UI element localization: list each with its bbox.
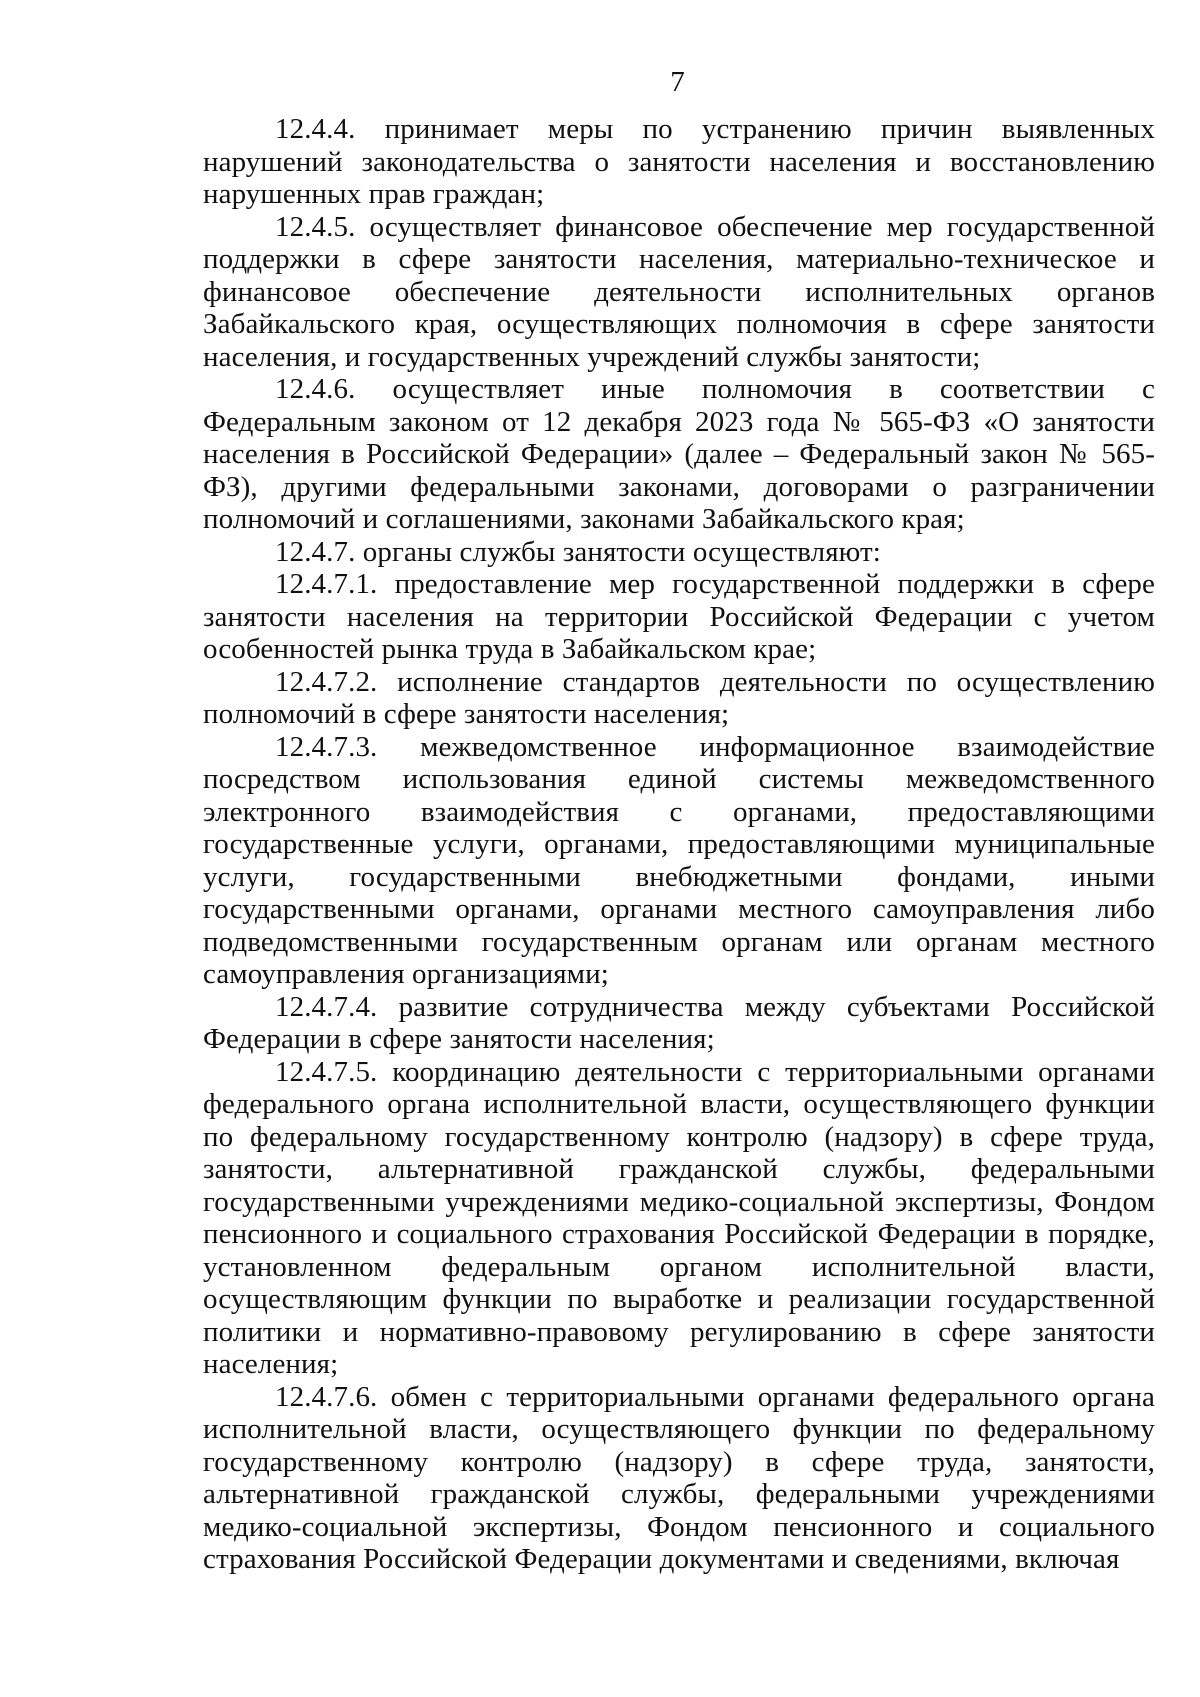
paragraph-12-4-5: 12.4.5. осуществляет финансовое обеспечение мер государственной поддержки в сфере занятости населения, материально-техническое и финансовое обеспечение деятельности исполнительных органов Забайкальского края, осуществляющих полномочия в сфере занятости населения, и государственных учреждений службы занятости; [203, 210, 1155, 373]
paragraph-12-4-7-2: 12.4.7.2. исполнение стандартов деятельности по осуществлению полномочий в сфере занятости населения; [203, 665, 1155, 730]
paragraph-12-4-7: 12.4.7. органы службы занятости осуществляют: [275, 535, 881, 568]
paragraph-12-4-7-6: 12.4.7.6. обмен с территориальными органами федерального органа исполнительной власти, осуществляющего функции по федеральному государственному контролю (надзору) в сфере труда, занятости, альтернативной гражданской службы, федеральными учреждениями медико-социальной экспертизы, Фондом пенсионного и социального страхования Российской Федерации документами и сведениями, включая [203, 1380, 1155, 1575]
document-body [203, 113, 1155, 1576]
paragraph-12-4-4: 12.4.4. принимает меры по устранению причин выявленных нарушений законодательства о занятости населения и восстановлению нарушенных прав граждан; [203, 113, 1155, 210]
paragraph-12-4-7-1: 12.4.7.1. предоставление мер государственной поддержки в сфере занятости населения на территории Российской Федерации с учетом особенностей рынка труда в Забайкальском крае; [203, 568, 1155, 665]
page-number: 7 [670, 66, 685, 98]
paragraph-12-4-7-3: 12.4.7.3. межведомственное информационное взаимодействие посредством использования единой системы межведомственного электронного взаимодействия с органами, предоставляющими государственные услуги, органами, предоставляющими муниципальные услуги, государственными внебюджетными фондами, иными государственными органами, органами местного самоуправления либо подведомственными государственным органам или органам местного самоуправления организациями; [203, 730, 1155, 990]
paragraph-12-4-7-4: 12.4.7.4. развитие сотрудничества между субъектами Российской Федерации в сфере занятости населения; [203, 990, 1155, 1055]
paragraph-12-4-6: 12.4.6. осуществляет иные полномочия в соответствии с Федеральным законом от 12 декабря 2023 года № 565-ФЗ «О занятости населения в Российской Федерации» (далее – Федеральный закон № 565-ФЗ), другими федеральными законами, договорами о разграничении полномочий и соглашениями, законами Забайкальского края; [203, 373, 1155, 535]
paragraph-12-4-7-5: 12.4.7.5. координацию деятельности с территориальными органами федерального органа исполнительной власти, осуществляющего функции по федеральному государственному контролю (надзору) в сфере труда, занятости, альтернативной гражданской службы, федеральными государственными учреждениями медико-социальной экспертизы, Фондом пенсионного и социального страхования Российской Федерации в порядке, установленном федеральным органом исполнительной власти, осуществляющим функции по выработке и реализации государственной политики и нормативно-правовому регулированию в сфере занятости населения; [203, 1055, 1155, 1380]
